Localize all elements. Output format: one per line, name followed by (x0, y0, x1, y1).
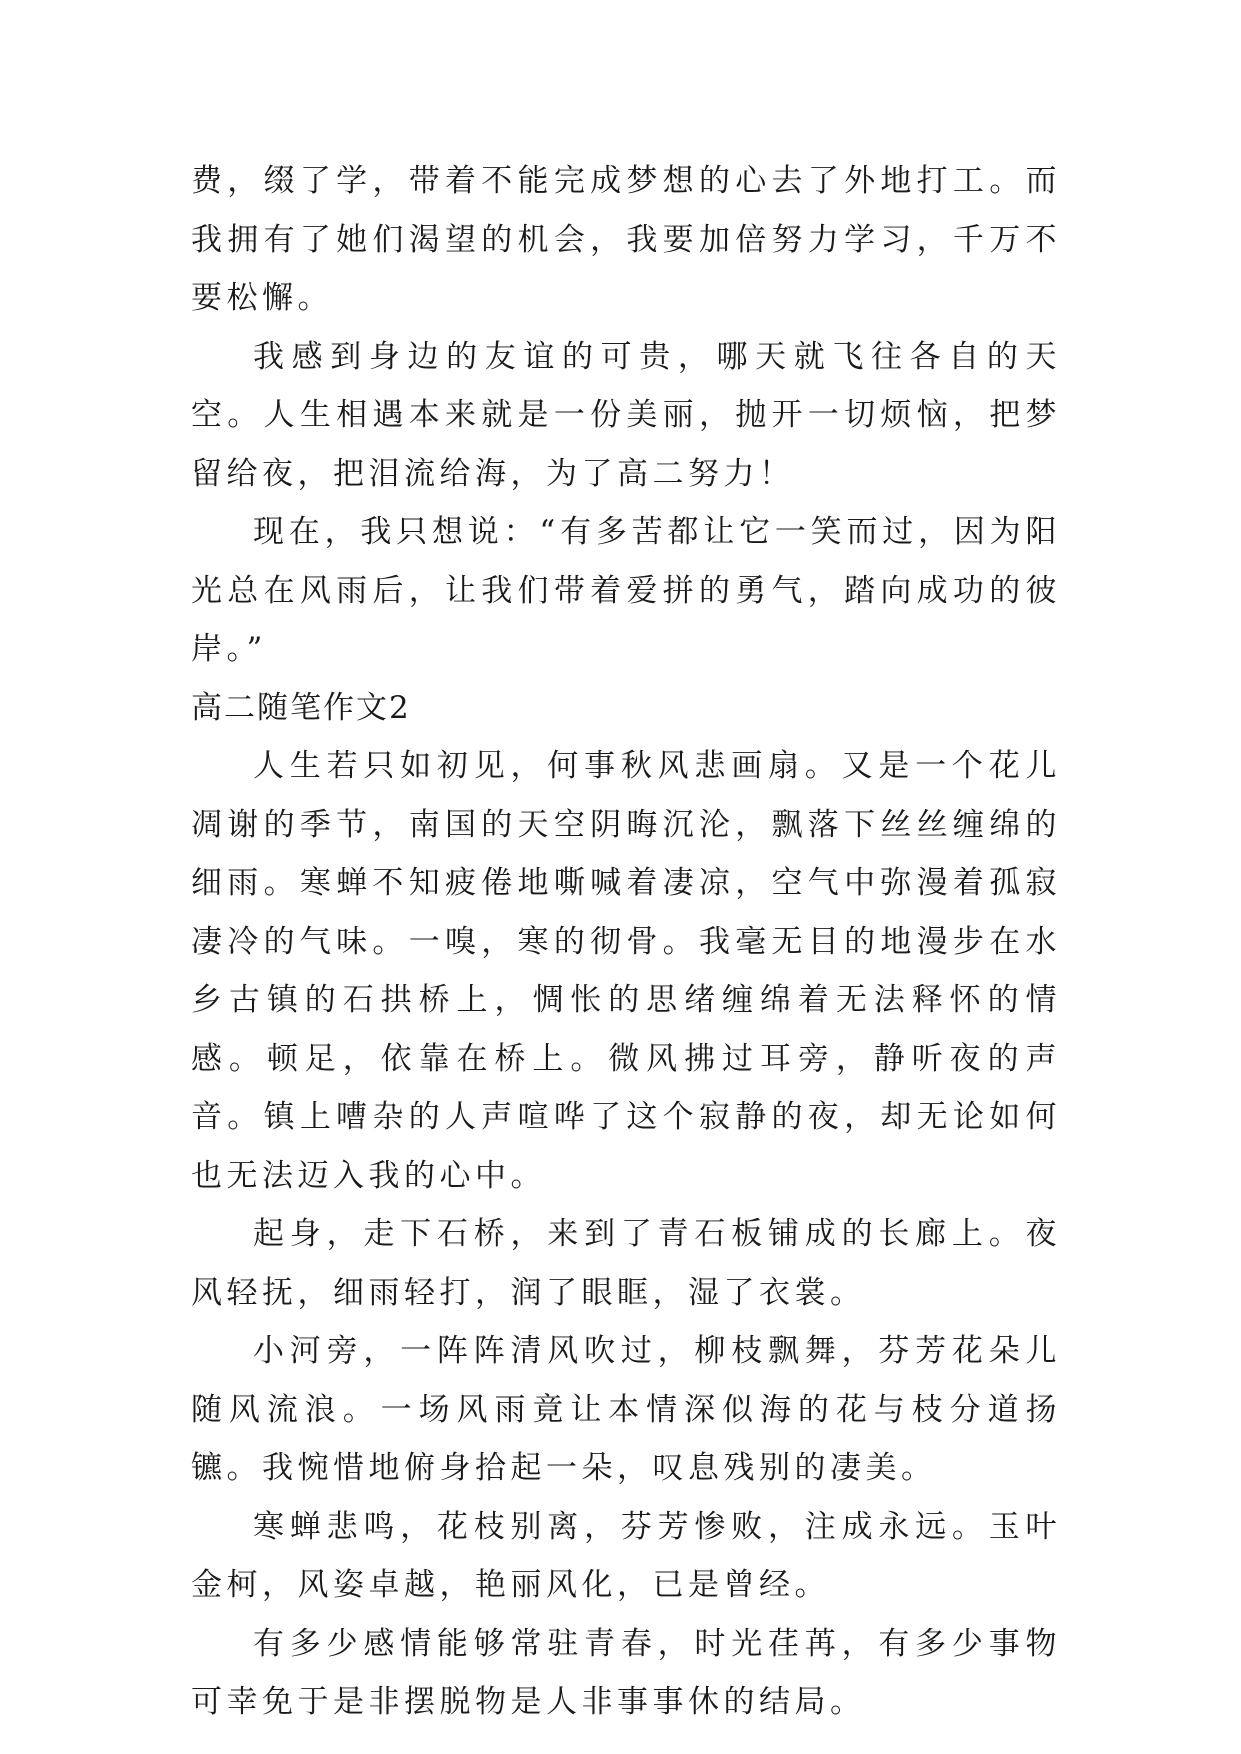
paragraph: 现在，我只想说：“有多苦都让它一笑而过，因为阳光总在风雨后，让我们带着爱拼的勇气，踏向成功的彼岸。” (191, 514, 1061, 667)
paragraph: 有多少感情能够常驻青春，时光荏苒，有多少事物可幸免于是非摆脱物是人非事事休的结局。 (191, 1625, 1061, 1720)
document-page (191, 152, 1061, 1732)
paragraph: 人生若只如初见，何事秋风悲画扇。又是一个花儿凋谢的季节，南国的天空阴晦沉沦，飘落下丝丝缠绵的细雨。寒蝉不知疲倦地嘶喊着凄凉，空气中弥漫着孤寂凄冷的气味。一嗅，寒的彻骨。我毫无目的地漫步在水乡古镇的石拱桥上，惆怅的思绪缠绵着无法释怀的情感。顿足，依靠在桥上。微风拂过耳旁，静听夜的声音。镇上嘈杂的人声喧哗了这个寂静的夜，却无论如何也无法迈入我的心中。 (191, 748, 1061, 1194)
section-heading: 高二随笔作文2 (191, 689, 411, 726)
paragraph: 我感到身边的友谊的可贵，哪天就飞往各自的天空。人生相遇本来就是一份美丽，抛开一切烦恼，把梦留给夜，把泪流给海，为了高二努力！ (191, 338, 1061, 492)
paragraph: 小河旁，一阵阵清风吹过，柳枝飘舞，芬芳花朵儿随风流浪。一场风雨竟让本情深似海的花与枝分道扬镳。我惋惜地俯身拾起一朵，叹息残别的凄美。 (191, 1333, 1061, 1486)
paragraph: 费，缀了学，带着不能完成梦想的心去了外地打工。而我拥有了她们渴望的机会，我要加倍努力学习，千万不要松懈。 (191, 163, 1061, 316)
paragraph: 寒蝉悲鸣，花枝别离，芬芳惨败，注成永远。玉叶金柯，风姿卓越，艳丽风化，已是曾经。 (191, 1508, 1061, 1603)
paragraph: 起身，走下石桥，来到了青石板铺成的长廊上。夜风轻抚，细雨轻打，润了眼眶，湿了衣裳。 (191, 1216, 1061, 1311)
